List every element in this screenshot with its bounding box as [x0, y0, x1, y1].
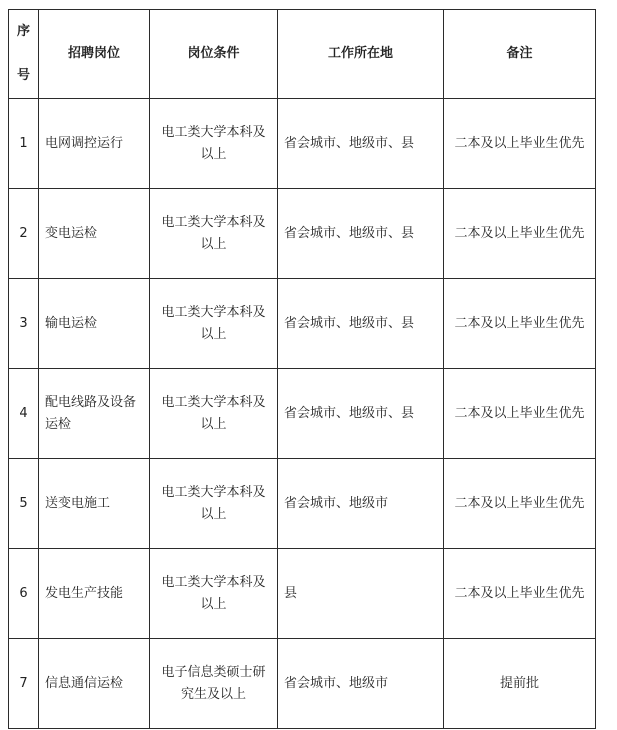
cell-no: 7	[9, 639, 39, 729]
header-note: 备注	[444, 10, 596, 99]
header-condition: 岗位条件	[150, 10, 278, 99]
recruitment-table	[8, 9, 596, 729]
cell-location: 省会城市、地级市、县	[278, 369, 444, 459]
header-no-char1: 序	[16, 24, 30, 39]
table-row	[9, 99, 596, 189]
cell-note: 二本及以上毕业生优先	[444, 369, 596, 459]
header-no-char2: 号	[16, 68, 30, 83]
cell-note: 二本及以上毕业生优先	[444, 99, 596, 189]
table-row	[9, 639, 596, 729]
cell-location: 县	[278, 549, 444, 639]
cell-no: 1	[9, 99, 39, 189]
cell-note: 二本及以上毕业生优先	[444, 459, 596, 549]
cell-position: 送变电施工	[39, 459, 150, 549]
header-position: 招聘岗位	[39, 10, 150, 99]
table-row	[9, 369, 596, 459]
table-body	[9, 99, 596, 729]
cell-location: 省会城市、地级市	[278, 639, 444, 729]
cell-note: 二本及以上毕业生优先	[444, 189, 596, 279]
cell-no: 5	[9, 459, 39, 549]
cell-note: 二本及以上毕业生优先	[444, 279, 596, 369]
table-row	[9, 189, 596, 279]
table-row	[9, 279, 596, 369]
cell-location: 省会城市、地级市、县	[278, 279, 444, 369]
cell-no: 2	[9, 189, 39, 279]
cell-condition: 电工类大学本科及以上	[150, 99, 278, 189]
cell-condition: 电工类大学本科及以上	[150, 549, 278, 639]
cell-position: 配电线路及设备运检	[39, 369, 150, 459]
cell-no: 4	[9, 369, 39, 459]
cell-location: 省会城市、地级市、县	[278, 189, 444, 279]
cell-condition: 电子信息类硕士研究生及以上	[150, 639, 278, 729]
cell-no: 3	[9, 279, 39, 369]
cell-no: 6	[9, 549, 39, 639]
header-location: 工作所在地	[278, 10, 444, 99]
cell-note: 提前批	[444, 639, 596, 729]
cell-position: 发电生产技能	[39, 549, 150, 639]
cell-condition: 电工类大学本科及以上	[150, 279, 278, 369]
cell-note: 二本及以上毕业生优先	[444, 549, 596, 639]
cell-condition: 电工类大学本科及以上	[150, 459, 278, 549]
table-row	[9, 549, 596, 639]
table-header	[9, 10, 596, 99]
table-row	[9, 459, 596, 549]
cell-position: 电网调控运行	[39, 99, 150, 189]
cell-condition: 电工类大学本科及以上	[150, 189, 278, 279]
cell-position: 输电运检	[39, 279, 150, 369]
cell-position: 信息通信运检	[39, 639, 150, 729]
cell-condition: 电工类大学本科及以上	[150, 369, 278, 459]
header-row	[9, 10, 596, 99]
cell-location: 省会城市、地级市	[278, 459, 444, 549]
header-no	[9, 10, 39, 99]
cell-position: 变电运检	[39, 189, 150, 279]
cell-location: 省会城市、地级市、县	[278, 99, 444, 189]
